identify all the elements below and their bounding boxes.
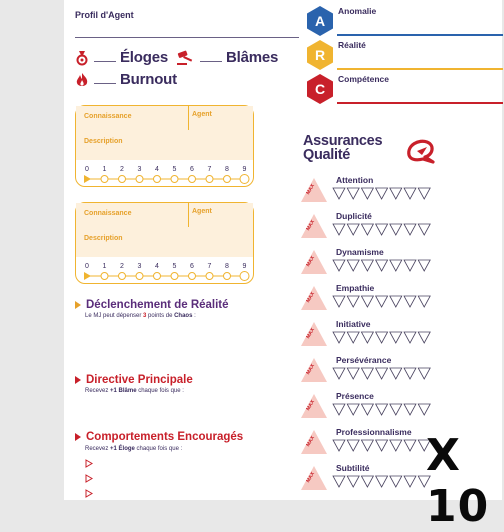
qa-track [332, 475, 434, 491]
qa-checkbox[interactable] [347, 260, 359, 271]
burnout-label: Burnout [120, 71, 177, 88]
qa-checkbox[interactable] [376, 188, 388, 199]
arc-label: Compétence [338, 74, 390, 84]
scale-number: 7 [207, 263, 212, 270]
qa-row [300, 390, 500, 426]
scale-checkbox[interactable] [119, 176, 126, 183]
qa-track [332, 403, 434, 419]
medal-icon [74, 50, 90, 66]
scale-number: 4 [155, 166, 159, 173]
corporate-logo-icon [405, 137, 437, 163]
svg-text:A: A [314, 13, 326, 29]
qa-checkbox[interactable] [376, 332, 388, 343]
eloges-blames-row [74, 49, 278, 66]
directive-section-header [75, 374, 193, 386]
scale-checkbox[interactable] [101, 273, 108, 280]
max-triangle-icon [300, 356, 328, 384]
qa-checkbox[interactable] [418, 368, 430, 379]
qa-checkbox[interactable] [404, 260, 416, 271]
scale-checkbox[interactable] [206, 273, 213, 280]
directive-title: Directive Principale [86, 374, 193, 386]
hexagon-r-icon [304, 39, 336, 71]
qa-checkbox[interactable] [347, 404, 359, 415]
qa-checkbox[interactable] [404, 476, 416, 487]
scale-number: 1 [102, 166, 107, 173]
arc-label: Réalité [338, 40, 366, 50]
scale-checkbox[interactable] [136, 273, 143, 280]
qa-checkbox[interactable] [333, 260, 345, 271]
qa-checkbox[interactable] [390, 188, 402, 199]
skill-box-1 [75, 105, 254, 187]
reality-text: Le MJ peut dépenser 3 points de Chaos : [85, 313, 196, 319]
scale-start-marker [84, 175, 91, 183]
scale-number: 2 [120, 263, 124, 270]
max-triangle-icon [300, 176, 328, 204]
qa-checkbox[interactable] [390, 440, 402, 451]
qa-checkbox[interactable] [333, 476, 345, 487]
qa-checkbox[interactable] [390, 404, 402, 415]
qa-checkbox[interactable] [333, 368, 345, 379]
agent-label: Agent [192, 208, 212, 215]
qa-checkbox[interactable] [333, 404, 345, 415]
max-triangle-icon [300, 284, 328, 312]
blames-value-line [200, 61, 222, 62]
qa-checkbox[interactable] [361, 296, 373, 307]
behaviors-bullet-list [84, 457, 96, 497]
scale-checkbox[interactable] [224, 273, 231, 280]
qa-item-name: Duplicité [336, 211, 372, 221]
skill-scale-2 [76, 258, 253, 283]
scale-number: 3 [137, 263, 142, 270]
qa-row [300, 246, 500, 282]
qa-checkbox[interactable] [347, 368, 359, 379]
skill-box-2 [75, 202, 254, 284]
scale-checkbox[interactable] [171, 273, 178, 280]
skill-track-2 [76, 258, 253, 283]
eloges-value-line [94, 61, 116, 62]
svg-text:MAX: MAX [305, 399, 317, 412]
scale-number: 7 [207, 166, 212, 173]
qa-checkbox[interactable] [404, 404, 416, 415]
reality-section-header [75, 299, 229, 311]
max-triangle-icon [300, 392, 328, 420]
scale-checkbox[interactable] [154, 176, 161, 183]
scale-checkbox[interactable] [224, 176, 231, 183]
scale-checkbox[interactable] [240, 272, 249, 281]
behaviors-title: Comportements Encouragés [86, 431, 244, 443]
profile-title: Profil d'Agent [75, 10, 134, 20]
qa-item-name: Initiative [336, 319, 371, 329]
arc-realite [304, 39, 504, 69]
qa-checkbox[interactable] [376, 476, 388, 487]
scale-number: 0 [85, 263, 89, 270]
qa-checkbox[interactable] [418, 224, 430, 235]
max-triangle-icon [300, 464, 328, 492]
scale-number: 4 [155, 263, 159, 270]
qa-checkbox[interactable] [390, 332, 402, 343]
fire-icon [74, 72, 90, 88]
qa-checkbox[interactable] [418, 332, 430, 343]
knowledge-label: Connaissance [84, 113, 132, 120]
skill-track-1 [76, 161, 253, 186]
hexagon-c-icon [304, 73, 336, 105]
qa-checkbox[interactable] [390, 476, 402, 487]
qa-checkbox[interactable] [404, 224, 416, 235]
arc-label: Anomalie [338, 6, 377, 16]
qa-checkbox[interactable] [347, 332, 359, 343]
qa-checkbox[interactable] [418, 404, 430, 415]
knowledge-label: Connaissance [84, 210, 132, 217]
qa-checkbox[interactable] [361, 332, 373, 343]
qa-track [332, 439, 434, 455]
scale-number: 5 [172, 166, 177, 173]
scale-checkbox[interactable] [119, 273, 126, 280]
qa-item-name: Attention [336, 175, 374, 185]
qa-checkbox[interactable] [376, 440, 388, 451]
qa-checkbox[interactable] [376, 296, 388, 307]
qa-checkbox[interactable] [333, 440, 345, 451]
agent-sheet [64, 0, 502, 532]
max-triangle-icon [300, 320, 328, 348]
skill-scale-1 [76, 161, 253, 186]
qa-checkbox[interactable] [333, 332, 345, 343]
qa-checkbox[interactable] [361, 440, 373, 451]
triangle-bullet-icon [75, 433, 81, 441]
qa-row [300, 354, 500, 390]
profile-name-line [75, 37, 299, 38]
qa-row [300, 282, 500, 318]
scale-number: 2 [120, 166, 124, 173]
qa-track [332, 259, 434, 275]
directive-text: Recevez +1 Blâme chaque fois que : [85, 388, 184, 394]
svg-text:R: R [314, 47, 326, 63]
qa-item-name: Dynamisme [336, 247, 384, 257]
qa-checkbox[interactable] [333, 188, 345, 199]
qa-checkbox[interactable] [361, 188, 373, 199]
qa-checkbox[interactable] [347, 224, 359, 235]
svg-text:MAX: MAX [305, 363, 317, 376]
qa-checkbox[interactable] [390, 260, 402, 271]
scale-number: 9 [242, 263, 247, 270]
qa-checkbox[interactable] [418, 296, 430, 307]
gavel-icon [176, 50, 196, 66]
scale-checkbox[interactable] [189, 273, 196, 280]
qa-item-name: Subtilité [336, 463, 370, 473]
qa-track [332, 223, 434, 239]
svg-text:MAX: MAX [305, 327, 317, 340]
scale-number: 6 [190, 263, 194, 270]
qa-track [332, 295, 434, 311]
hexagon-a-icon [304, 5, 336, 37]
max-triangle-icon [300, 212, 328, 240]
qa-item-name: Présence [336, 391, 374, 401]
qa-checkbox[interactable] [347, 188, 359, 199]
qa-item-name: Professionnalisme [336, 427, 412, 437]
svg-text:MAX: MAX [305, 255, 317, 268]
scale-checkbox[interactable] [206, 176, 213, 183]
behaviors-section-header [75, 431, 243, 443]
qa-checkbox[interactable] [376, 404, 388, 415]
qa-checkbox[interactable] [333, 296, 345, 307]
scale-checkbox[interactable] [101, 176, 108, 183]
scale-checkbox[interactable] [189, 176, 196, 183]
qa-track [332, 187, 434, 203]
svg-text:MAX: MAX [305, 435, 317, 448]
triangle-bullet-icon [75, 376, 81, 384]
qa-checkbox[interactable] [390, 224, 402, 235]
scale-number: 9 [242, 166, 247, 173]
arc-anomalie [304, 5, 504, 35]
scale-checkbox[interactable] [240, 175, 249, 184]
qa-checkbox[interactable] [404, 332, 416, 343]
svg-text:C: C [314, 81, 326, 97]
description-label: Description [84, 138, 123, 145]
agent-label: Agent [192, 111, 212, 118]
qa-checkbox[interactable] [418, 188, 430, 199]
qa-checkbox[interactable] [333, 224, 345, 235]
qa-track [332, 367, 434, 383]
blames-label: Blâmes [225, 49, 279, 66]
max-triangle-icon [300, 428, 328, 456]
scale-number: 5 [172, 263, 177, 270]
qa-checkbox[interactable] [347, 476, 359, 487]
qa-item-name: Empathie [336, 283, 375, 293]
scale-number: 8 [225, 263, 229, 270]
qa-row [300, 210, 500, 246]
qa-title: Assurances Qualité [303, 133, 383, 163]
max-triangle-icon [300, 248, 328, 276]
svg-text:MAX: MAX [305, 219, 317, 232]
qa-checkbox[interactable] [347, 296, 359, 307]
burnout-value-line [94, 83, 116, 84]
qa-row [300, 174, 500, 210]
qa-checkbox[interactable] [376, 260, 388, 271]
scale-number: 6 [190, 166, 194, 173]
qa-checkbox[interactable] [361, 260, 373, 271]
qa-checkbox[interactable] [404, 440, 416, 451]
qa-checkbox[interactable] [376, 224, 388, 235]
svg-text:MAX: MAX [305, 291, 317, 304]
qa-track [332, 331, 434, 347]
qa-checkbox[interactable] [390, 296, 402, 307]
scale-number: 3 [137, 166, 142, 173]
svg-text:MAX: MAX [305, 471, 317, 484]
reality-title: Déclenchement de Réalité [86, 299, 229, 311]
qa-checkbox[interactable] [404, 368, 416, 379]
arc-competence [304, 73, 504, 103]
qa-checkbox[interactable] [361, 476, 373, 487]
qa-checkbox[interactable] [376, 368, 388, 379]
qa-checkbox[interactable] [404, 188, 416, 199]
scale-checkbox[interactable] [171, 176, 178, 183]
behaviors-text: Recevez +1 Éloge chaque fois que : [85, 446, 183, 452]
qa-checkbox[interactable] [404, 296, 416, 307]
scale-start-marker [84, 272, 91, 280]
description-label: Description [84, 235, 123, 242]
multiplier-overlay: X 10 [426, 430, 490, 532]
burnout-row [74, 71, 177, 88]
qa-checkbox[interactable] [361, 368, 373, 379]
qa-checkbox[interactable] [347, 440, 359, 451]
qa-item-name: Persévérance [336, 355, 392, 365]
qa-row [300, 318, 500, 354]
qa-checkbox[interactable] [390, 368, 402, 379]
qa-checkbox[interactable] [418, 260, 430, 271]
eloges-label: Éloges [120, 49, 168, 66]
scale-number: 8 [225, 166, 229, 173]
scale-number: 1 [102, 263, 107, 270]
triangle-bullet-icon [75, 301, 81, 309]
qa-checkbox[interactable] [361, 404, 373, 415]
scale-checkbox[interactable] [136, 176, 143, 183]
scale-checkbox[interactable] [154, 273, 161, 280]
scale-number: 0 [85, 166, 89, 173]
qa-checkbox[interactable] [361, 224, 373, 235]
svg-text:MAX: MAX [305, 183, 317, 196]
